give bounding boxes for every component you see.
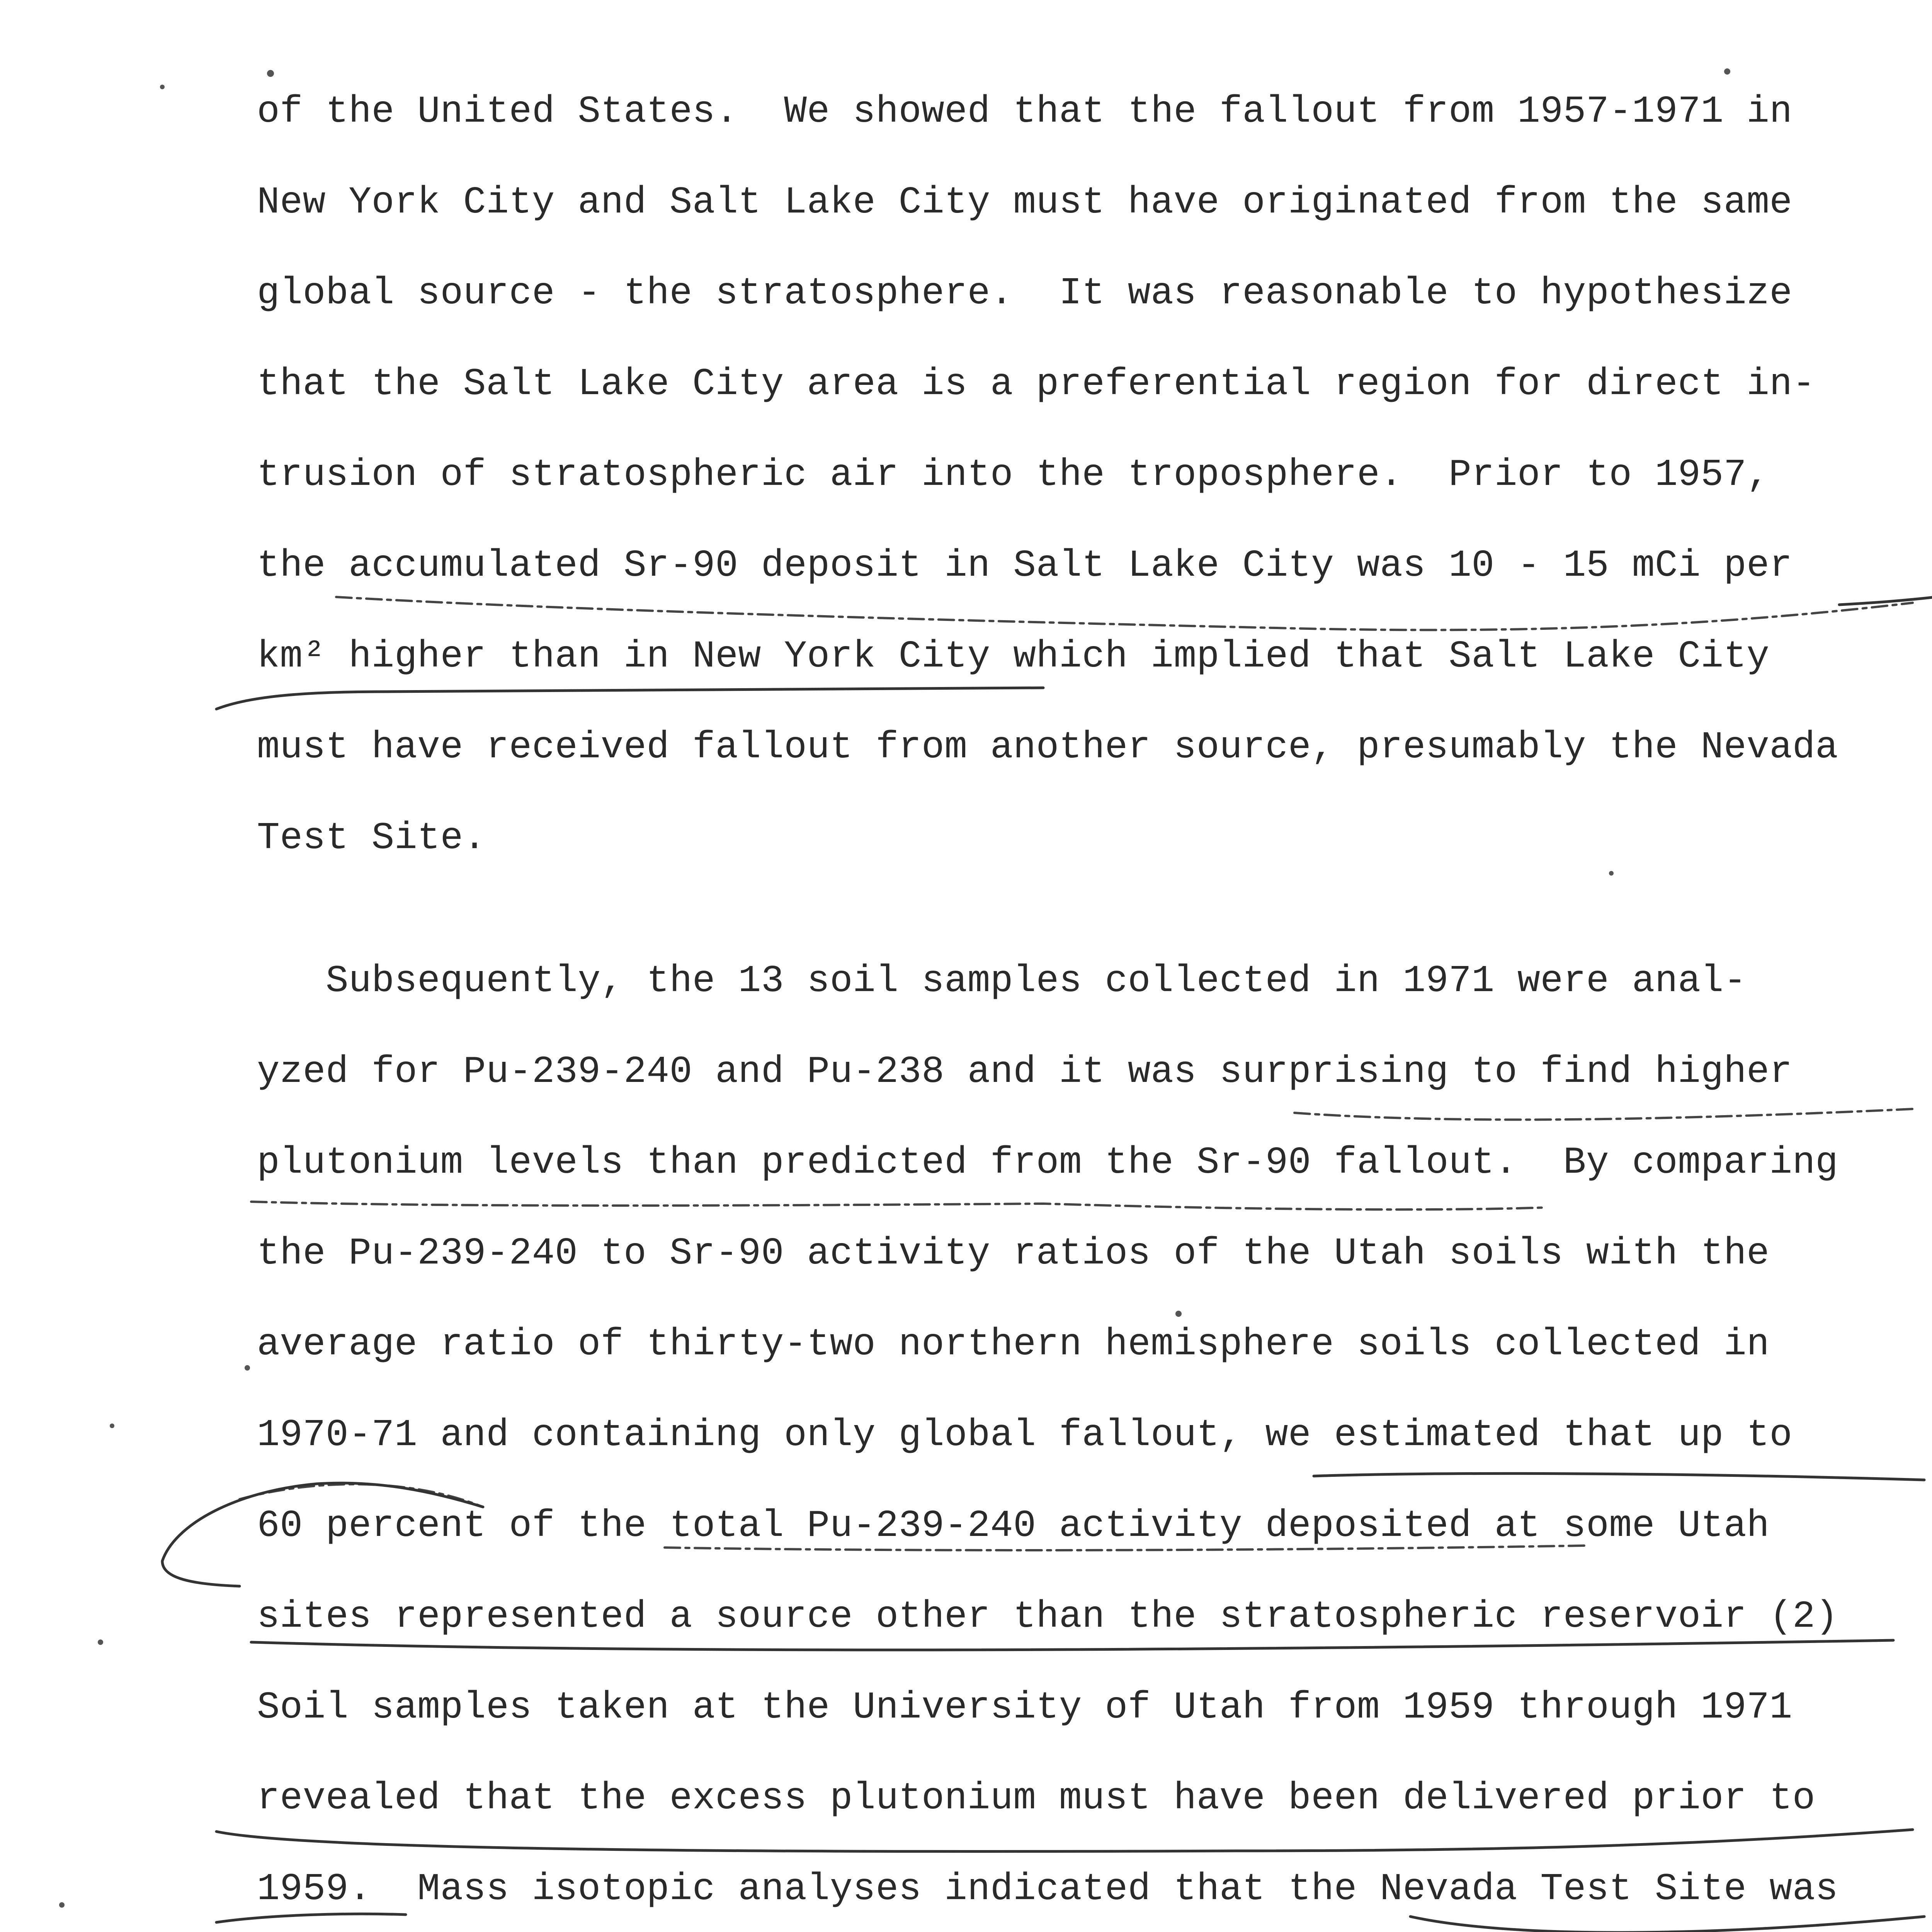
text-line-5: trusion of stratospheric air into the troposphere. Prior to 1957, xyxy=(257,454,1770,497)
text-line-20: 1959. Mass isotopic analyses indicated that the Nevada Test Site was xyxy=(257,1868,1838,1911)
text-line-11: yzed for Pu-239-240 and Pu-238 and it was surprising to find higher xyxy=(257,1051,1793,1094)
text-line-2: New York City and Salt Lake City must have originated from the same xyxy=(257,181,1793,224)
text-line-7: km² higher than in New York City which implied that Salt Lake City xyxy=(257,635,1770,678)
text-line-18: Soil samples taken at the University of Utah from 1959 through 1971 xyxy=(257,1686,1793,1729)
text-line-13: the Pu-239-240 to Sr-90 activity ratios of the Utah soils with the xyxy=(257,1232,1770,1275)
text-line-14: average ratio of thirty-two northern hemisphere soils collected in xyxy=(257,1323,1770,1366)
text-line-4: that the Salt Lake City area is a preferential region for direct in- xyxy=(257,363,1816,406)
text-line-1: of the United States. We showed that the fallout from 1957-1971 in xyxy=(257,90,1793,133)
text-line-8: must have received fallout from another source, presumably the Nevada xyxy=(257,726,1838,769)
text-line-10: Subsequently, the 13 soil samples collected in 1971 were anal- xyxy=(257,960,1747,1003)
text-line-9: Test Site. xyxy=(257,817,486,860)
text-line-16: 60 percent of the total Pu-239-240 activity deposited at some Utah xyxy=(257,1505,1770,1548)
text-line-12: plutonium levels than predicted from the Sr-90 fallout. By comparing xyxy=(257,1141,1838,1184)
text-line-6: the accumulated Sr-90 deposit in Salt Lake City was 10 - 15 mCi per xyxy=(257,544,1793,587)
text-line-3: global source - the stratosphere. It was reasonable to hypothesize xyxy=(257,272,1793,315)
text-line-15: 1970-71 and containing only global fallout, we estimated that up to xyxy=(257,1414,1793,1457)
text-line-17: sites represented a source other than the stratospheric reservoir (2) xyxy=(257,1595,1838,1638)
text-line-19: revealed that the excess plutonium must have been delivered prior to xyxy=(257,1777,1816,1820)
